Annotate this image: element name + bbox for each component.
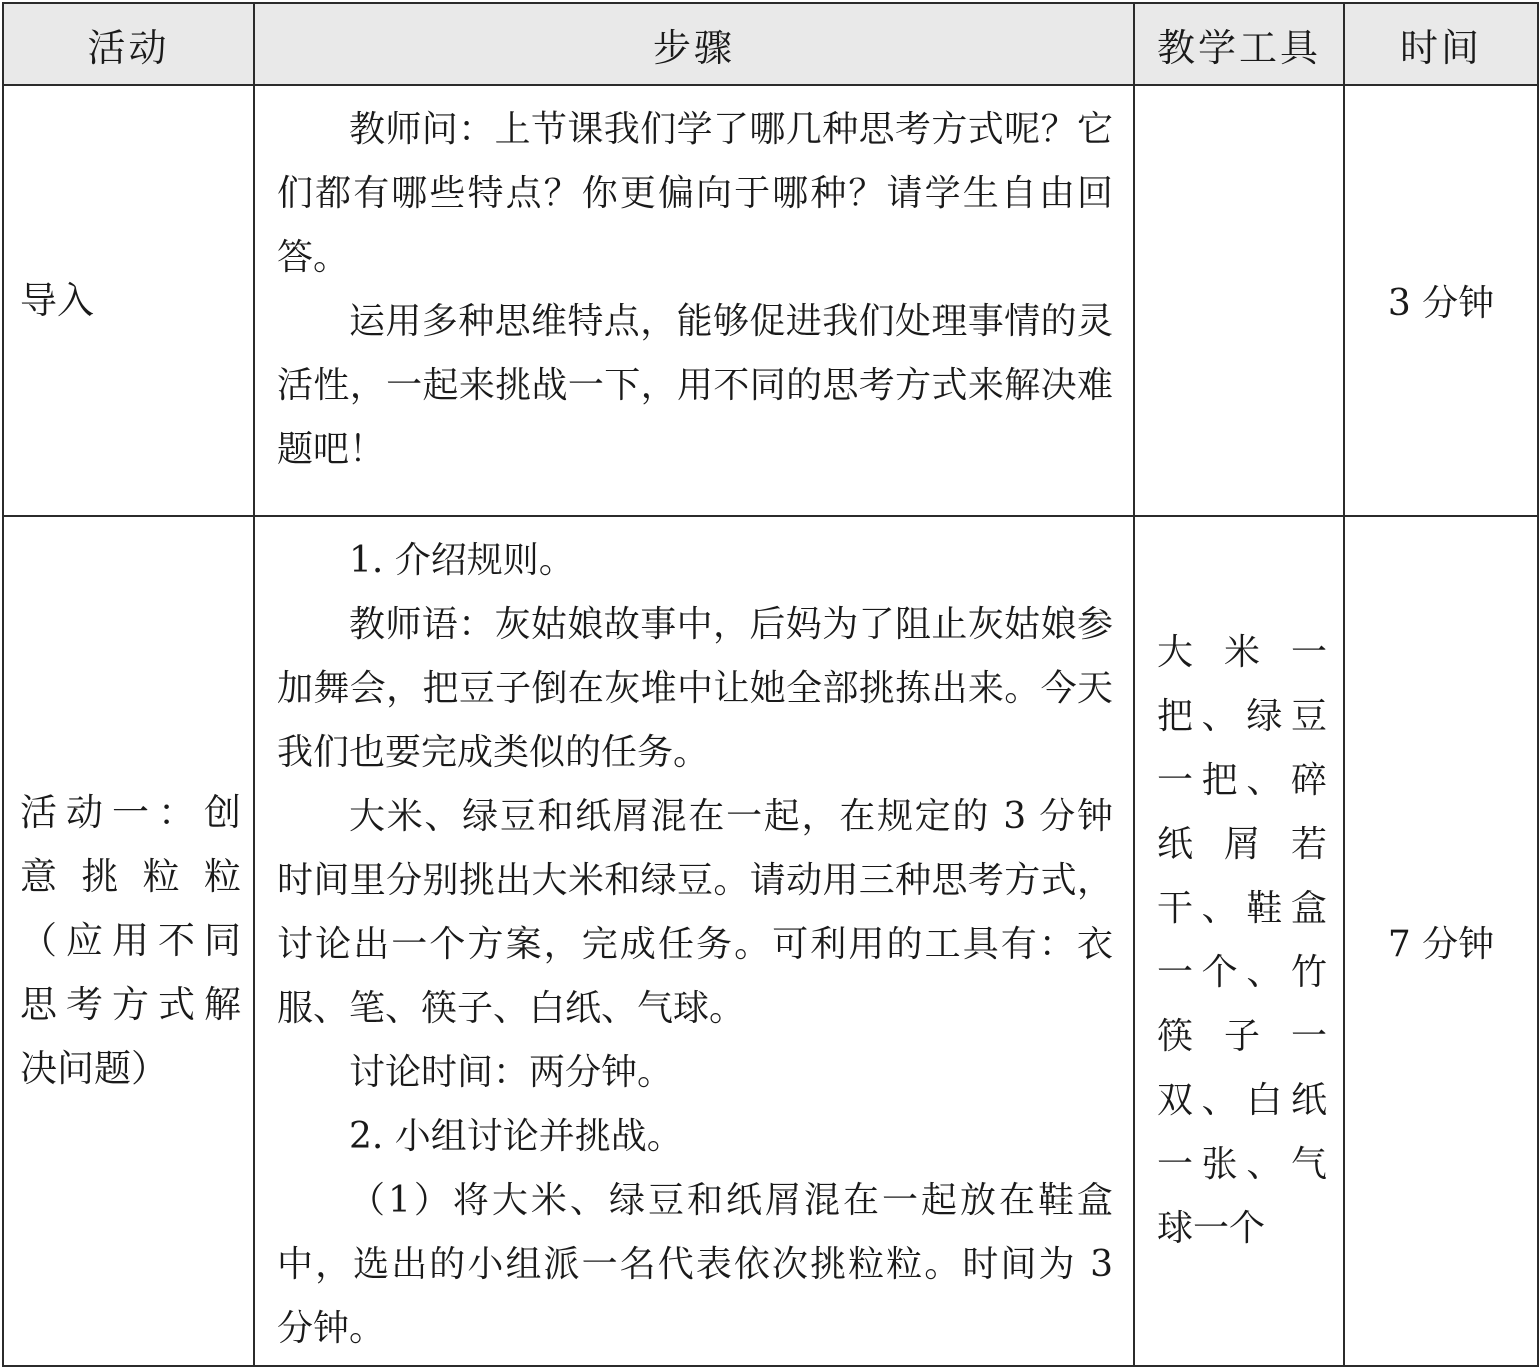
time-text: 3 分钟 <box>1387 283 1495 324</box>
activity-cell <box>3 85 254 516</box>
tools-cell <box>1134 85 1344 516</box>
time-cell <box>1344 516 1538 1366</box>
steps-cell <box>254 85 1134 516</box>
activity-name: 导入 <box>20 278 94 322</box>
table-row <box>3 85 1538 516</box>
step-paragraph: 运用多种思维特点，能够促进我们处理事情的灵活性，一起来挑战一下，用不同的思考方式来解决难题吧！ <box>277 301 1113 470</box>
header-steps: 步骤 <box>254 3 1134 85</box>
step-paragraph: 讨论时间：两分钟。 <box>349 1052 674 1093</box>
time-cell <box>1344 85 1538 516</box>
step-paragraph: （1）将大米、绿豆和纸屑混在一起放在鞋盒中，选出的小组派一名代表依次挑粒粒。时间为 3 分钟。 <box>277 1180 1113 1349</box>
step-paragraph: 2. 小组讨论并挑战。 <box>349 1116 683 1157</box>
activity-name: 活动一：创意挑粒粒（应用不同思考方式解决问题） <box>20 791 241 1090</box>
activity-cell <box>3 516 254 1366</box>
lesson-plan-page <box>2 2 1537 1349</box>
lesson-plan-table <box>2 2 1539 1367</box>
step-paragraph: 大米、绿豆和纸屑混在一起，在规定的 3 分钟时间里分别挑出大米和绿豆。请动用三种思考方式，讨论出一个方案，完成任务。可利用的工具有：衣服、笔、筷子、白纸、气球。 <box>277 796 1113 1029</box>
table-header-row <box>3 3 1538 85</box>
step-paragraph: 1. 介绍规则。 <box>349 540 575 581</box>
header-tools: 教学工具 <box>1134 3 1344 85</box>
header-activity: 活动 <box>3 3 254 85</box>
header-time: 时间 <box>1344 3 1538 85</box>
tools-text: 大米一把、绿豆一把、碎纸屑若干、鞋盒一个、竹筷子一双、白纸一张、气球一个 <box>1157 632 1327 1249</box>
time-text: 7 分钟 <box>1387 923 1495 965</box>
step-paragraph: 教师语：灰姑娘故事中，后妈为了阻止灰姑娘参加舞会，把豆子倒在灰堆中让她全部挑拣出来。今天我们也要完成类似的任务。 <box>277 604 1113 773</box>
tools-cell <box>1134 516 1344 1366</box>
steps-cell <box>254 516 1134 1366</box>
step-paragraph: 教师问：上节课我们学了哪几种思考方式呢？它们都有哪些特点？你更偏向于哪种？请学生自由回答。 <box>277 109 1113 278</box>
table-row <box>3 516 1538 1366</box>
